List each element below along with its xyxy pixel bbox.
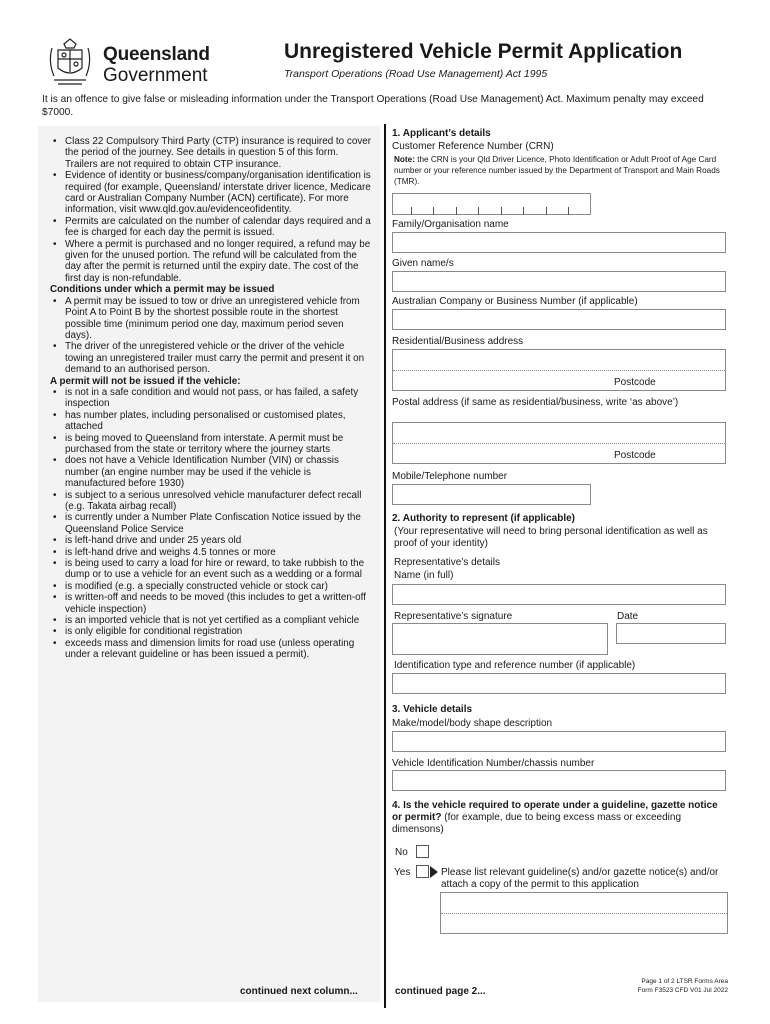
residential-postcode-label: Postcode (614, 377, 656, 388)
list-item: • is left-hand drive and weighs 4.5 tonnes or more (50, 547, 372, 558)
form-title: Unregistered Vehicle Permit Application (284, 40, 683, 63)
crn-divider (433, 207, 434, 215)
list-item: • exceeds mass and dimension limits for road use (unless operating under a relevant guideline or has been issued a permit). (50, 638, 372, 661)
crn-note (394, 154, 722, 187)
list-item: • Class 22 Compulsory Third Party (CTP) insurance is required to cover the period of the journey. See details in question 5 of this form. Trailers are not required to obtain CTP insurance. (50, 136, 372, 170)
postal-postcode-label: Postcode (614, 450, 656, 461)
list-item: • A permit may be issued to tow or drive an unregistered vehicle from Point A to Point B by the shortest possible route in the shortest possible time (minimum period one day, maximum period seven days). (50, 296, 372, 342)
crn-divider (546, 207, 547, 215)
vin-label: Vehicle Identification Number/chassis number (392, 758, 595, 769)
information-text (50, 136, 372, 661)
crn-label: Customer Reference Number (CRN) (392, 141, 554, 152)
not-issued-list (50, 387, 372, 661)
crn-input[interactable] (392, 193, 591, 215)
continued-next-column: continued next column... (240, 986, 358, 997)
yes-instruction: Please list relevant guideline(s) and/or gazette notice(s) and/or attach a copy of the permit to this application (441, 867, 719, 890)
make-model-label: Make/model/body shape description (392, 718, 553, 729)
section-2-title: 2. Authority to represent (if applicable) (392, 513, 575, 524)
section-4-title: 4. Is the vehicle required to operate under a guideline, gazette notice or permit? (392, 800, 718, 823)
section-4-question (392, 800, 728, 836)
address-dotted-line (393, 370, 725, 371)
yes-label: Yes (394, 867, 411, 878)
brand-government: Government (103, 65, 208, 86)
family-name-input[interactable] (392, 232, 726, 253)
given-names-label: Given name/s (392, 258, 454, 269)
list-item: • is only eligible for conditional registration (50, 626, 372, 637)
crn-divider (478, 207, 479, 215)
list-item: • Where a permit is purchased and no longer required, a refund may be given for the unused portion. The refund will be calculated from the day after the permit is returned until the expiry date. The cost of the first day is non-refundable. (50, 239, 372, 285)
list-item: • is being used to carry a load for hire or reward, to take rubbish to the dump or to use a vehicle for an event such as a wedding or a formal (50, 558, 372, 581)
section-2-note: (Your representative will need to bring personal identification as well as proof of your identity) (394, 526, 708, 549)
crn-divider (501, 207, 502, 215)
postal-dotted-line (393, 443, 725, 444)
representative-signature-label: Representative’s signature (394, 611, 513, 622)
not-issued-heading: A permit will not be issued if the vehicle: (50, 375, 241, 387)
section-1-title: 1. Applicant’s details (392, 128, 491, 139)
brand-queensland: Queensland (103, 44, 210, 65)
list-item: • The driver of the unregistered vehicle or the driver of the vehicle towing an unregistered trailer must carry the permit and present it on demand to an authorised person. (50, 341, 372, 375)
list-item: • is currently under a Number Plate Confiscation Notice issued by the Queensland Police Service (50, 512, 372, 535)
page-info: Page 1 of 2 LTSR Forms Area (641, 978, 728, 985)
no-label: No (395, 847, 408, 858)
arrow-right-icon (430, 866, 438, 878)
family-name-label: Family/Organisation name (392, 219, 509, 230)
crn-divider (411, 207, 412, 215)
make-model-input[interactable] (392, 731, 726, 752)
guideline-dotted-line (441, 913, 727, 914)
list-item: • is written-off and needs to be moved (this includes to get a written-off vehicle inspection) (50, 592, 372, 615)
list-item: • Evidence of identity or business/company/organisation identification is required (for example, Queensland/ interstate driver licence, Medicare card or Australian Company Number (ACN) certificate). For more information, visit www.qld.gov.au/evidenceofidentity. (50, 170, 372, 216)
form-subtitle: Transport Operations (Road Use Management) Act 1995 (284, 68, 548, 80)
date-input[interactable] (616, 623, 726, 644)
crn-note-text: the CRN is your Qld Driver Licence, Photo Identification or Adult Proof of Age Card number or your reference number issued by the Department of Transport and Main Roads (TMR). (394, 155, 720, 186)
given-names-input[interactable] (392, 271, 726, 292)
column-divider (384, 124, 386, 1008)
list-item: • is not in a safe condition and would not pass, or has failed, a safety inspection (50, 387, 372, 410)
form-code: Form F3523 CFD V01 Jul 2022 (637, 987, 728, 994)
queensland-crest-logo (44, 36, 96, 88)
identification-label: Identification type and reference number (if applicable) (394, 660, 636, 671)
crn-divider (456, 207, 457, 215)
list-item: • has number plates, including personalised or customised plates, attached (50, 410, 372, 433)
yes-checkbox[interactable] (416, 865, 429, 878)
representative-signature-input[interactable] (392, 623, 608, 655)
section-4-note: (for example, due to being excess mass or exceeding dimensons) (392, 812, 682, 835)
list-item: • is subject to a serious unresolved vehicle manufacturer defect recall (e.g. Takata airbag recall) (50, 490, 372, 513)
conditions-list (50, 296, 372, 376)
abn-input[interactable] (392, 309, 726, 330)
representative-name-label: Name (in full) (394, 570, 454, 581)
phone-input[interactable] (392, 484, 591, 505)
date-label: Date (617, 611, 639, 622)
section-3-title: 3. Vehicle details (392, 704, 473, 715)
list-item: • is being moved to Queensland from interstate. A permit must be purchased from the state or territory where the journey starts (50, 433, 372, 456)
representative-details-label: Representative’s details (394, 557, 500, 568)
phone-label: Mobile/Telephone number (392, 471, 508, 482)
list-item: • does not have a Vehicle Identification Number (VIN) or chassis number (an engine number may be used if the vehicle is manufactured before 1930) (50, 455, 372, 489)
list-item: • Permits are calculated on the number of calendar days required and a fee is charged for each day the permit is issued. (50, 216, 372, 239)
residential-address-label: Residential/Business address (392, 336, 524, 347)
list-item: • is an imported vehicle that is not yet certified as a compliant vehicle (50, 615, 372, 626)
postal-address-label: Postal address (if same as residential/business, write ‘as above’) (392, 397, 679, 408)
eligibility-list (50, 136, 372, 284)
identification-input[interactable] (392, 673, 726, 694)
abn-label: Australian Company or Business Number (if applicable) (392, 296, 638, 307)
list-item: • is left-hand drive and under 25 years old (50, 535, 372, 546)
conditions-heading: Conditions under which a permit may be issued (50, 284, 275, 296)
crn-divider (523, 207, 524, 215)
penalty-warning: It is an offence to give false or misleading information under the Transport Operations (Road Use Management) Act. Maximum penalty may exceed $7000. (42, 94, 704, 118)
crn-note-bold: Note: (394, 155, 415, 164)
vin-input[interactable] (392, 770, 726, 791)
list-item: • is modified (e.g. a specially constructed vehicle or stock car) (50, 581, 372, 592)
crn-divider (568, 207, 569, 215)
continued-page-2: continued page 2... (395, 986, 486, 997)
no-checkbox[interactable] (416, 845, 429, 858)
representative-name-input[interactable] (392, 584, 726, 605)
